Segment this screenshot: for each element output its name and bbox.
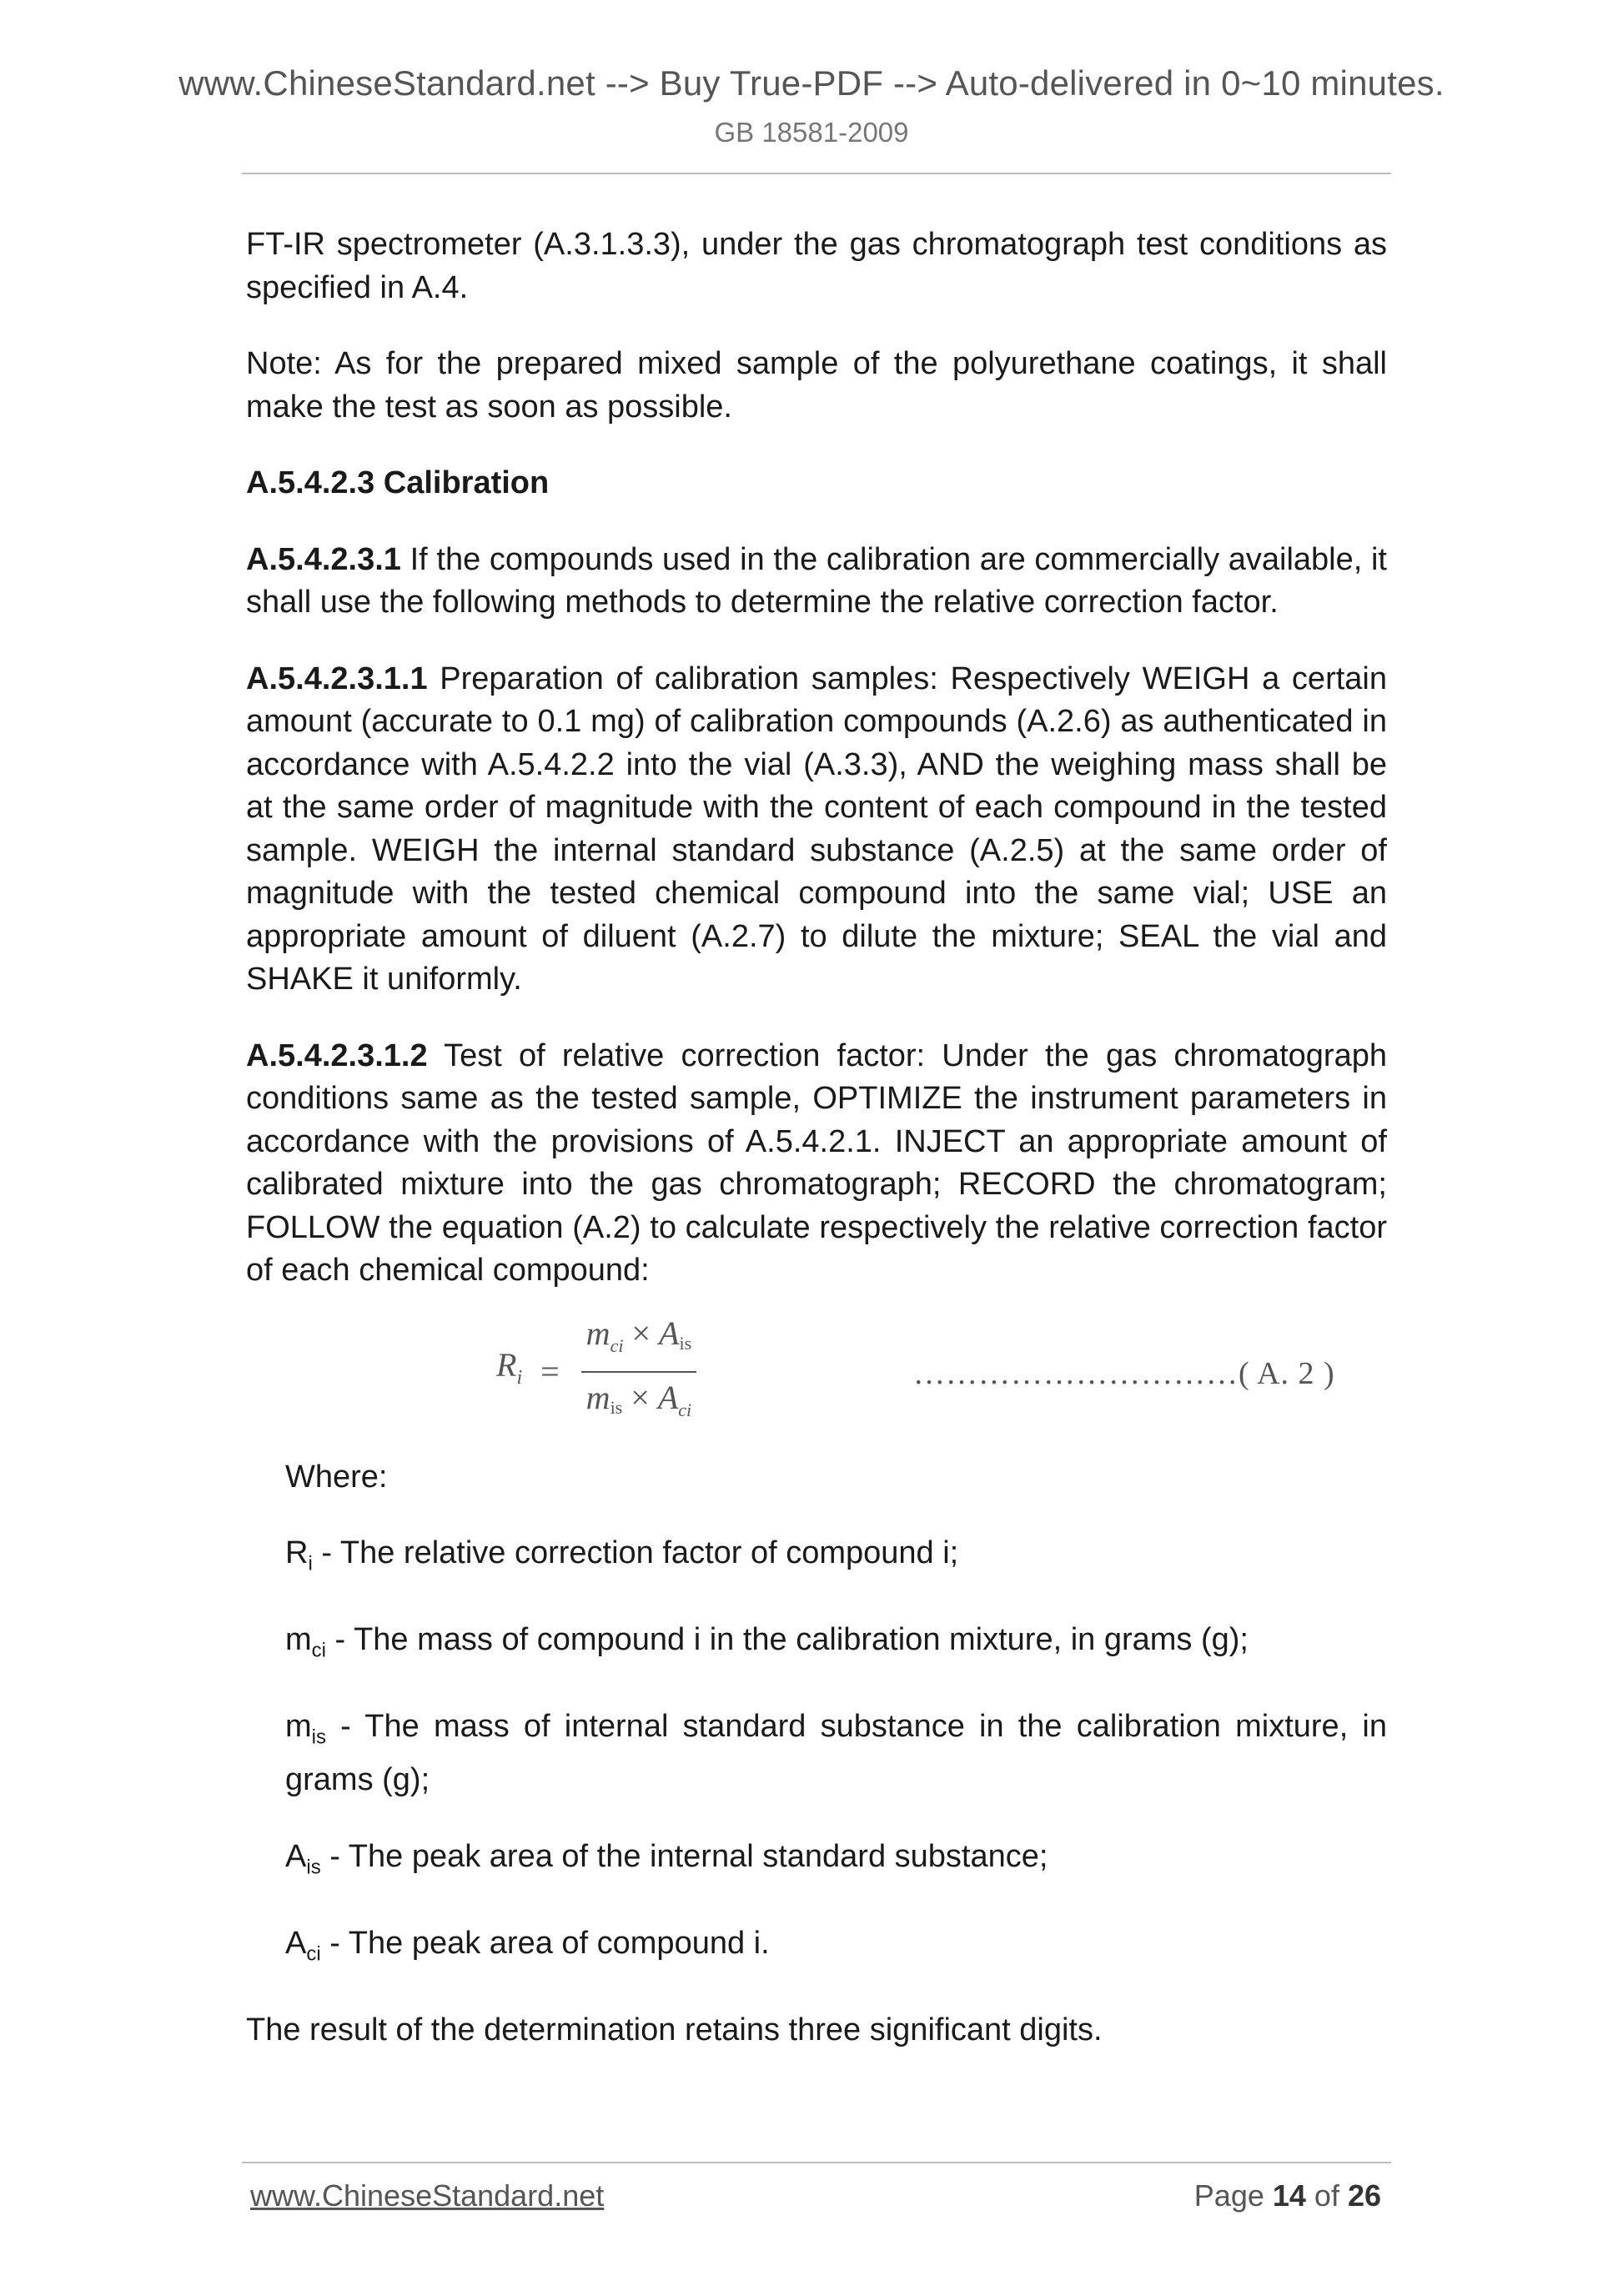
definition-item: $m_{ci}$ - The mass of compound i in the calibration mixture, in grams (g);	[285, 1622, 1249, 1662]
result-paragraph: The result of the determination retains three significant digits.	[246, 2012, 1103, 2047]
header-banner: www.ChineseStandard.net --> Buy True-PDF --> Auto-delivered in 0~10 minutes.	[178, 63, 1445, 103]
clause-a542312	[246, 1035, 1387, 1293]
footer-divider	[242, 2162, 1391, 2163]
clause-a542311	[246, 658, 1387, 1002]
equation-lhs: $R_i$	[496, 1345, 523, 1389]
definitions-list	[246, 1456, 1387, 1976]
fraction-numerator: $m_{ci}$ × Ais	[581, 1312, 696, 1373]
note-paragraph: Note: As for the prepared mixed sample of the polyurethane coatings, it shall make the test as soon as possible.	[246, 346, 1387, 425]
definition-item: $R_i$ - The relative correction factor of compound i;	[285, 1535, 959, 1575]
equation-a2	[246, 1314, 1387, 1420]
fraction-denominator: mis × $A_{ci}$	[585, 1378, 692, 1420]
clause-number: A.5.4.2.3.1.2	[246, 1037, 428, 1073]
definition-item: $A_{ci}$ - The peak area of compound i.	[285, 1925, 770, 1966]
clause-a54231	[246, 539, 1387, 625]
clause-text: If the compounds used in the calibration are commercially available, it shall use the following methods to determine the relative correction factor.	[246, 541, 1387, 620]
clause-number: A.5.4.2.3.1.1	[246, 661, 428, 696]
section-heading: A.5.4.2.3 Calibration	[246, 465, 550, 500]
where-label: Where:	[285, 1459, 388, 1495]
definition-item: $m_{is}$ - The mass of internal standard substance in the calibration mixture, in grams (g);	[285, 1709, 1387, 1798]
equation-number: …………………………( A. 2 )	[913, 1355, 1335, 1391]
clause-text: Test of relative correction factor: Under the gas chromatograph conditions same as the tested sample, OPTIMIZE the instrument parameters in accordance with the provisions of A.5.4.2.1. INJECT an appropriate amount of calibrated mixture into the gas chromatograph; RECORD the chromatogram; FOLLOW the equation (A.2) to calculate respectively the relative correction factor of each chemical compound:	[246, 1037, 1387, 1288]
page-content	[246, 224, 1387, 2085]
equals-sign: =	[540, 1352, 560, 1390]
equation-fraction	[581, 1312, 696, 1431]
clause-text: Preparation of calibration samples: Respectively WEIGH a certain amount (accurate to 0.1 mg) of calibration compounds (A.2.6) as authenticated in accordance with A.5.4.2.2 into the vial (A.3.3), AND the weighing mass shall be at the same order of magnitude with the content of each compound in the tested sample. WEIGH the internal standard substance (A.2.5) at the same order of magnitude with the tested chemical compound into the same vial; USE an appropriate amount of diluent (A.2.7) to dilute the mixture; SEAL the vial and SHAKE it uniformly.	[246, 661, 1387, 997]
footer-website-link[interactable]: www.ChineseStandard.net	[250, 2178, 605, 2213]
definition-item: $A_{is}$ - The peak area of the internal standard substance;	[285, 1838, 1048, 1879]
paragraph-continuation: FT-IR spectrometer (A.3.1.3.3), under the gas chromatograph test conditions as specified in A.4.	[246, 227, 1387, 305]
equation-expression	[496, 1314, 696, 1420]
clause-number: A.5.4.2.3.1	[246, 541, 401, 577]
page-number: Page 14 of 26	[1193, 2178, 1381, 2213]
header-divider	[242, 173, 1391, 174]
standard-code: GB 18581-2009	[714, 117, 909, 148]
